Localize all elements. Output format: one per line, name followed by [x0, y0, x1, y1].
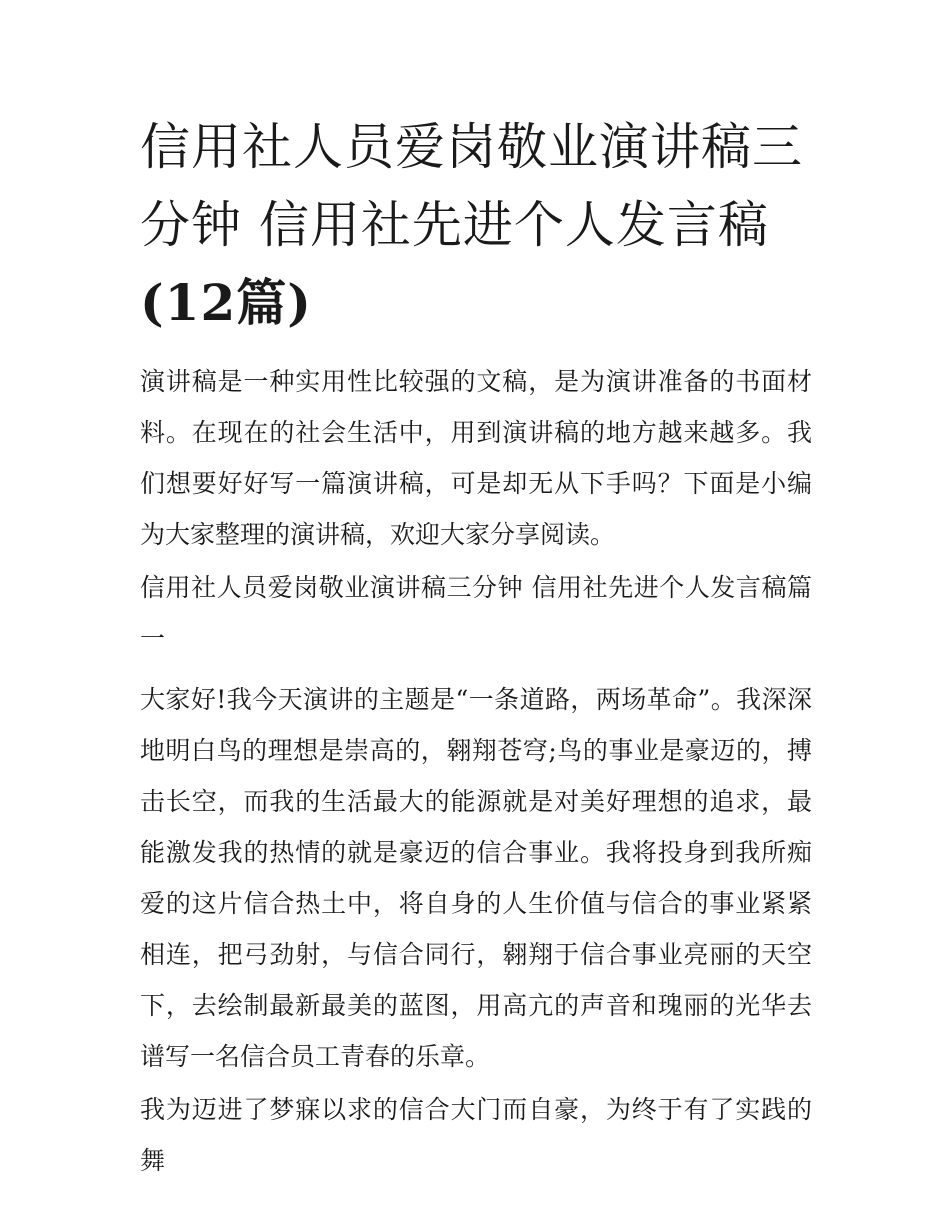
title-tail: (12篇)	[140, 273, 312, 332]
title-main: 信用社人员爱岗敬业演讲稿三分钟 信用社先进个人发言稿	[140, 118, 803, 254]
body-paragraph: 我为迈进了梦寐以求的信合大门而自豪，为终于有了实践的舞	[140, 1095, 812, 1175]
intro-paragraph: 演讲稿是一种实用性比较强的文稿，是为演讲准备的书面材料。在现在的社会生活中，用到演讲稿的地方越来越多。我们想要好好写一篇演讲稿，可是却无从下手吗？下面是小编为大家整理的演讲稿，欢迎大家分享阅读。	[140, 367, 812, 549]
document-page	[140, 108, 812, 1188]
document-title	[140, 108, 812, 342]
section-heading: 信用社人员爱岗敬业演讲稿三分钟 信用社先进个人发言稿篇一	[140, 573, 812, 653]
body-paragraph: 大家好!我今天演讲的主题是“一条道路，两场革命”。我深深地明白鸟的理想是崇高的，翱翔苍穹;鸟的事业是豪迈的，搏击长空，而我的生活最大的能源就是对美好理想的追求，最能激发我的热情的就是豪迈的信合事业。我将投身到我所痴爱的这片信合热土中，将自身的人生价值与信合的事业紧紧相连，把弓劲射，与信合同行，翱翔于信合事业亮丽的天空下，去绘制最新最美的蓝图，用高亢的声音和瑰丽的光华去谱写一名信合员工青春的乐章。	[140, 685, 812, 1071]
